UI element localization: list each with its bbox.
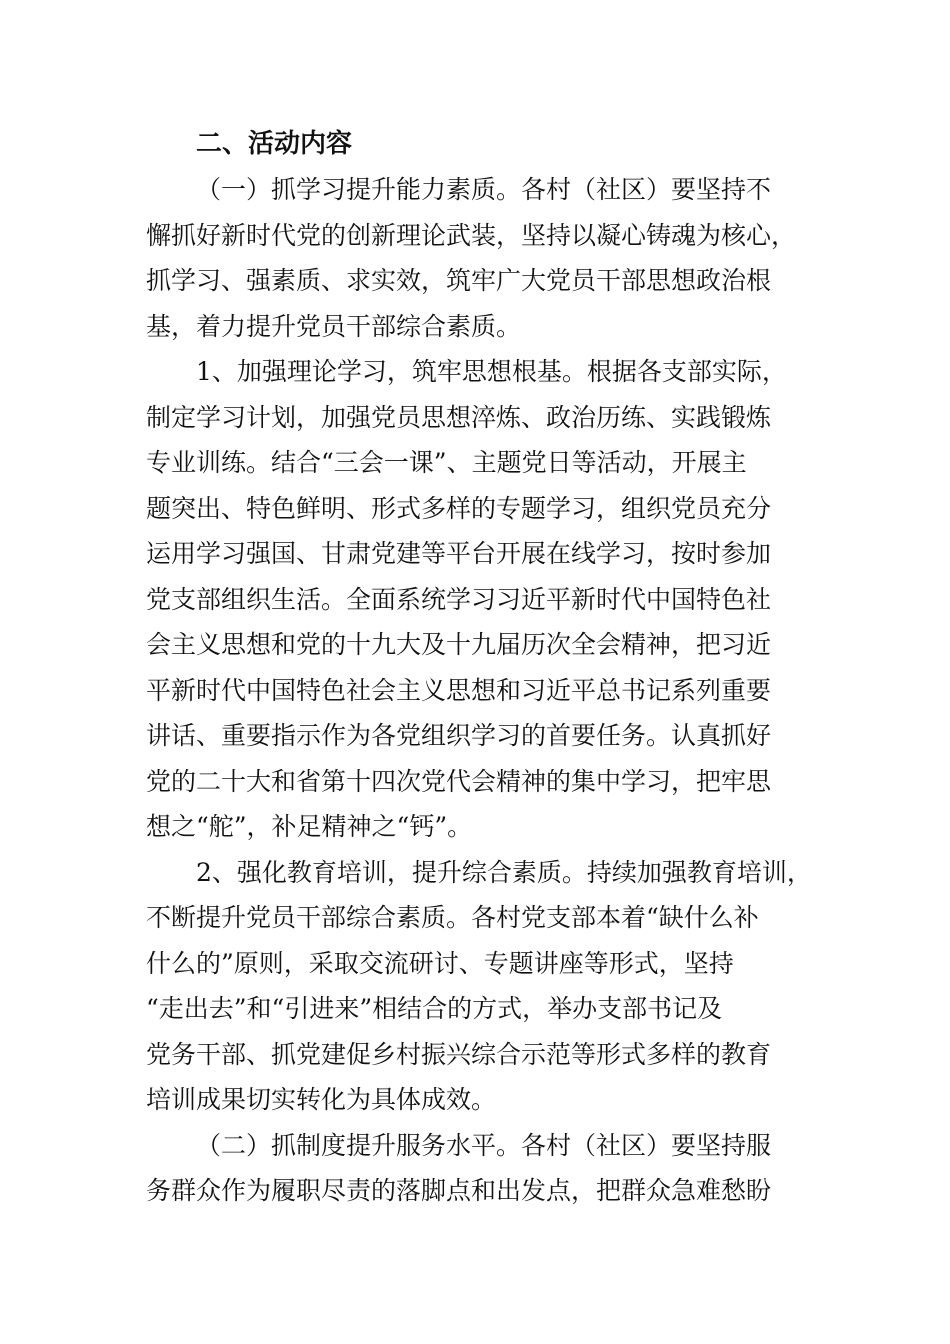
text-line-content: 平新时代中国特色社会主义思想和习近平总书记系列重要	[146, 675, 772, 705]
text-line-content: （一）抓学习提升能力素质。各村（社区）要坚持不	[196, 175, 772, 204]
text-line	[0, 1033, 950, 1077]
text-line-content: 制定学习计划，加强党员思想淬炼、政治历练、实践锻炼	[146, 402, 772, 432]
text-line	[0, 1078, 950, 1122]
text-line	[0, 305, 950, 349]
text-line	[0, 396, 950, 440]
text-line	[0, 1124, 950, 1168]
text-line	[0, 1169, 950, 1213]
text-line-content: 抓学习、强素质、求实效，筑牢广大党员干部思想政治根	[146, 266, 772, 295]
text-line-content: 讲话、重要指示作为各党组织学习的首要任务。认真抓好	[146, 721, 772, 750]
text-line	[0, 669, 950, 713]
text-line	[0, 350, 950, 394]
text-line-content: 务群众作为履职尽责的落脚点和出发点，把群众急难愁盼	[146, 1176, 772, 1205]
text-line-content: “走出去”和“引进来”相结合的方式，举办支部书记及	[146, 994, 723, 1023]
text-line-content: 不断提升党员干部综合素质。各村党支部本着“缺什么补	[146, 903, 759, 932]
text-line	[0, 714, 950, 758]
text-line-content: 懈抓好新时代党的创新理论武装，坚持以凝心铸魂为核心，	[146, 220, 797, 250]
text-line	[0, 259, 950, 303]
text-line	[0, 532, 950, 576]
text-line-content: 党支部组织生活。全面系统学习习近平新时代中国特色社	[146, 584, 772, 614]
text-line	[0, 760, 950, 804]
text-line-content: （二）抓制度提升服务水平。各村（社区）要坚持服	[196, 1130, 772, 1160]
text-line-content: 培训成果切实转化为具体成效。	[146, 1085, 497, 1114]
text-line	[0, 214, 950, 258]
text-line	[0, 942, 950, 986]
text-line-content: 想之“舵”，补足精神之“钙”。	[146, 812, 473, 841]
text-line	[0, 623, 950, 667]
section-heading: 二、活动内容	[196, 129, 353, 159]
text-line	[0, 487, 950, 531]
text-line-content: 运用学习强国、甘肃党建等平台开展在线学习，按时参加	[146, 539, 772, 568]
text-line-content: 题突出、特色鲜明、形式多样的专题学习，组织党员充分	[146, 493, 772, 523]
text-line	[0, 805, 950, 849]
text-line-content: 党的二十大和省第十四次党代会精神的集中学习，把牢思	[146, 766, 772, 796]
text-line-content: 1、加强理论学习，筑牢思想根基。根据各支部实际，	[196, 357, 787, 386]
text-line-content: 基，着力提升党员干部综合素质。	[146, 311, 522, 341]
text-line	[0, 441, 950, 485]
text-line-content: 党务干部、抓党建促乡村振兴综合示范等形式多样的教育	[146, 1039, 772, 1069]
text-line	[0, 987, 950, 1031]
text-line	[0, 896, 950, 940]
text-line-content: 2、强化教育培训，提升综合素质。持续加强教育培训，	[196, 857, 812, 887]
text-line-content: 什么的”原则，采取交流研讨、专题讲座等形式，坚持	[146, 948, 734, 978]
text-line	[0, 168, 950, 212]
text-line	[0, 851, 950, 895]
text-line-content: 会主义思想和党的十九大及十九届历次全会精神，把习近	[146, 630, 772, 659]
text-line	[0, 578, 950, 622]
text-line-content: 专业训练。结合“三会一课”、主题党日等活动，开展主	[146, 448, 747, 477]
